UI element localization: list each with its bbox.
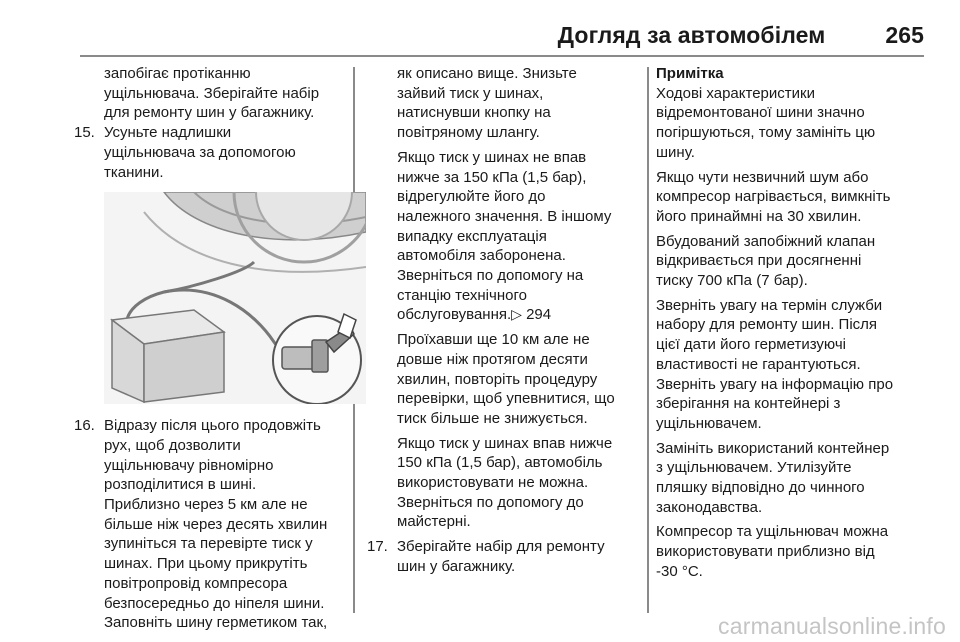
text-line: зайвий тиск у шинах, [397,84,544,102]
column-3 [656,64,924,582]
text-line: Проїхавши ще 10 км але не [397,331,590,349]
text-line [397,305,641,325]
text-line: Зверніться по допомогу до [397,493,584,511]
text-line: Компресор та ущільнювач можна [656,523,889,541]
text-line: зупиніться та перевірте тиск у [104,535,313,553]
text-line: законодавства. [656,498,763,516]
page-reference-icon: ▷ [511,306,522,323]
text-line: -30 °C. [656,562,703,580]
paragraph-safety-valve [656,232,924,291]
text-line: Ходові характеристики [656,84,815,102]
page-number: 265 [885,22,924,48]
text-line: повітропровід компресора [104,574,288,592]
text-line: Вбудований запобіжний клапан [656,232,876,250]
text-line: автомобіля заборонена. [397,247,566,265]
text-line: майстерні. [397,513,471,531]
paragraph-pressure-check [363,148,641,325]
text-line: тиску 700 кПа (7 бар). [656,272,808,290]
paragraph-replace-container [656,439,924,518]
paragraph-temperature [656,522,924,581]
text-line: нижче за 150 кПа (1,5 бар), [397,168,587,186]
text-line: набору для ремонту шин. Після [656,316,878,334]
text-line: Зверніть увагу на термін служби [656,296,883,314]
intro-paragraph [70,64,346,123]
text-line: відкривається при досягненні [656,252,862,270]
paragraph-low-pressure [363,434,641,533]
tire-repair-illustration [104,192,366,404]
text-line: цієї дати його герметизуючі [656,336,846,354]
text-line: ущільнювачем. [656,414,762,432]
text-line: з ущільнювачем. Утилізуйте [656,459,852,477]
site-watermark: carmanualsonline.info [718,613,946,639]
header-rule [80,55,924,57]
step-number: 15. [74,124,95,142]
text-line: станцію технічного [397,286,527,304]
text-line: розподілитися в шині. [104,476,257,494]
step-16 [70,416,346,633]
text-line: його принаймні на 30 хвилин. [656,207,862,225]
text-line: довше ніж протягом десяти [397,350,588,368]
text-line: повітряному шлангу. [397,124,540,142]
step-17 [363,537,641,576]
text-line: відремонтованої шини значно [656,104,865,122]
text-line: належного значення. В іншому [397,207,612,225]
text-line: для ремонту шин у багажнику. [104,104,315,122]
text-line: Приблизно через 5 км але не [104,496,308,514]
step-number: 16. [74,417,95,435]
text-line: шинах. При цьому прикрутіть [104,555,308,573]
text-line: хвилин, повторіть процедуру [397,370,598,388]
text-line: зберігання на контейнері з [656,395,841,413]
paragraph-deflate [363,64,641,143]
text-line: Якщо чути незвичний шум або [656,168,869,186]
text-line: ущільнювачу рівномірно [104,456,274,474]
text-line: тиск більше не знижується. [397,409,588,427]
text-line: рух, щоб дозволити [104,436,241,454]
text-line: перевірки, щоб упевнитися, що [397,390,615,408]
text-line: шин у багажнику. [397,557,516,575]
step-number: 17. [367,538,388,556]
text-line: компресор нагрівається, вимкніть [656,188,891,206]
compressor-hose-drawing [104,192,366,404]
text-line: використовувати приблизно від [656,543,875,561]
column-1 [70,64,346,633]
column-divider-2 [647,67,649,613]
text-line: погіршуються, тому замініть цю [656,124,876,142]
text-line: Зверніться по допомогу на [397,267,584,285]
note-title: Примітка [656,65,724,82]
text-line: ущільнювача. Зберігайте набір [104,84,320,102]
text-line: Зверніть увагу на інформацію про [656,375,894,393]
text-line: використовувати не можна. [397,474,589,492]
text-line: запобігає протіканню [104,65,251,82]
page-reference-link[interactable]: 294 [526,306,552,324]
text-line: шину. [656,143,695,161]
step-15 [70,123,346,182]
text-line: безпосередньо до ніпеля шини. [104,594,325,612]
text-line: натиснувши кнопку на [397,104,551,122]
text-line: Відразу після цього продовжіть [104,417,321,435]
text-fragment: обслуговування. [397,306,512,324]
text-line: Замініть використаний контейнер [656,439,890,457]
text-line: Усуньте надлишки [104,124,232,142]
text-line: відрегулюйте його до [397,188,546,206]
text-line: Якщо тиск у шинах впав нижче [397,434,613,452]
header-title: Догляд за автомобілем [557,22,826,48]
page-header [558,22,924,49]
text-line: ущільнювача за допомогою [104,143,296,161]
paragraph-shelf-life [656,296,924,434]
note-block [656,64,924,163]
column-2 [363,64,641,577]
text-line: пляшку відповідно до чинного [656,479,865,497]
text-line: Якщо тиск у шинах не впав [397,148,587,166]
text-line: більше ніж через десять хвилин [104,515,328,533]
text-line: тканини. [104,163,164,181]
text-line: властивості не гарантуються. [656,355,861,373]
text-line: 150 кПа (1,5 бар), автомобіль [397,454,603,472]
paragraph-noise [656,168,924,227]
text-line: випадку експлуатація [397,227,547,245]
paragraph-recheck [363,330,641,429]
text-line: Заповніть шину герметиком так, [104,614,328,632]
text-line: Зберігайте набір для ремонту [397,538,605,556]
text-line: як описано вище. Знизьте [397,65,577,82]
